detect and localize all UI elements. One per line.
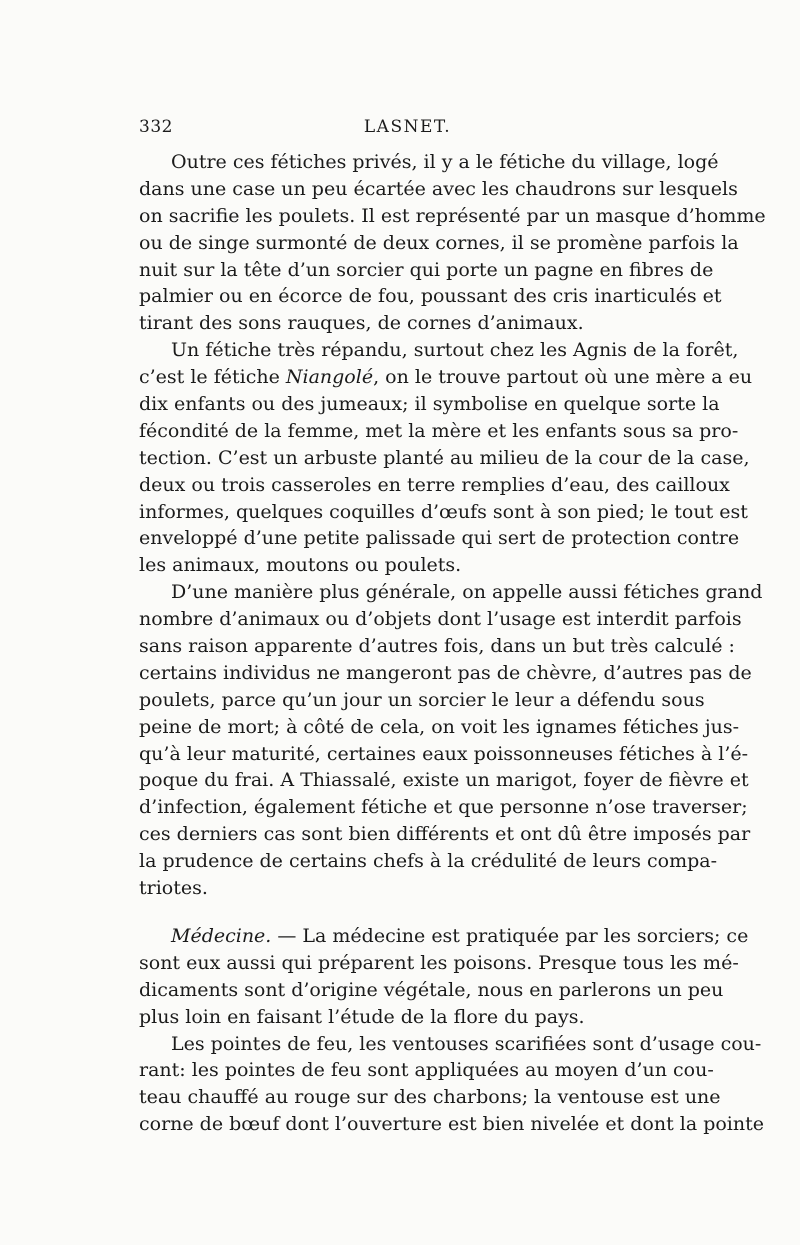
text-line: teau chauffé au rouge sur des charbons; la ventouse est une bbox=[139, 1086, 721, 1109]
text-line: on sacrifie les poulets. Il est représenté par un masque d’homme bbox=[139, 204, 766, 227]
text-line: nombre d’animaux ou d’objets dont l’usage est interdit parfois bbox=[139, 608, 742, 631]
text-line: Les pointes de feu, les ventouses scarifiées sont d’usage cou- bbox=[171, 1032, 762, 1055]
text-line: ou de singe surmonté de deux cornes, il se promène parfois la bbox=[139, 231, 739, 254]
text-line: ces derniers cas sont bien différents et ont dû être imposés par bbox=[139, 823, 751, 846]
text-line: Un fétiche très répandu, surtout chez les Agnis de la forêt, bbox=[171, 339, 739, 362]
paragraph-fetiche-village bbox=[139, 149, 766, 337]
text-line: poque du frai. A Thiassalé, existe un marigot, foyer de fièvre et bbox=[139, 769, 749, 792]
page-header bbox=[139, 117, 676, 141]
running-head: LASNET. bbox=[363, 117, 452, 137]
text-line-medecine bbox=[139, 923, 749, 950]
paragraph-pointes-de-feu bbox=[139, 1031, 764, 1139]
text-line: qu’à leur maturité, certaines eaux poissonneuses fétiches à l’é- bbox=[139, 742, 749, 765]
text-fragment: — La médecine est pratiquée par les sorciers; ce bbox=[271, 924, 749, 947]
text-line: peine de mort; à côté de cela, on voit les ignames fétiches jus- bbox=[139, 715, 740, 738]
text-line: D’une manière plus générale, on appelle aussi fétiches grand bbox=[171, 581, 763, 604]
text-fragment: , on le trouve partout où une mère a eu bbox=[373, 366, 753, 389]
text-line: corne de bœuf dont l’ouverture est bien nivelée et dont la pointe bbox=[139, 1113, 764, 1136]
paragraph-medecine bbox=[139, 923, 749, 1031]
page-number: 332 bbox=[139, 117, 173, 137]
section-gap bbox=[139, 902, 676, 923]
italic-term-niangole: Niangolé bbox=[285, 366, 374, 389]
text-fragment: c’est le fétiche bbox=[139, 366, 286, 389]
text-line: la prudence de certains chefs à la crédulité de leurs compa- bbox=[139, 850, 718, 873]
text-line: rant: les pointes de feu sont appliquées au moyen d’un cou- bbox=[139, 1059, 714, 1082]
text-line: Outre ces fétiches privés, il y a le fétiche du village, logé bbox=[171, 151, 719, 173]
text-line: enveloppé d’une petite palissade qui sert de protection contre bbox=[139, 527, 740, 550]
text-line: poulets, parce qu’un jour un sorcier le leur a défendu sous bbox=[139, 688, 705, 711]
text-line: dicaments sont d’origine végétale, nous en parlerons un peu bbox=[139, 978, 724, 1001]
text-line: d’infection, également fétiche et que personne n’ose traverser; bbox=[139, 796, 748, 819]
text-line: sont eux aussi qui préparent les poisons. Presque tous les mé- bbox=[139, 951, 739, 974]
text-line-niangole bbox=[139, 364, 753, 391]
text-line: triotes. bbox=[139, 877, 208, 900]
text-line: nuit sur la tête d’un sorcier qui porte un pagne en fibres de bbox=[139, 258, 714, 281]
page-body bbox=[139, 149, 766, 1138]
text-line: tection. C’est un arbuste planté au milieu de la cour de la case, bbox=[139, 446, 750, 469]
paragraph-fetiches-animaux bbox=[139, 579, 763, 902]
paragraph-fetiche-niangole bbox=[139, 337, 753, 579]
text-line: certains individus ne mangeront pas de chèvre, d’autres pas de bbox=[139, 661, 752, 684]
text-line: deux ou trois casseroles en terre remplies d’eau, des cailloux bbox=[139, 473, 730, 496]
text-line: plus loin en faisant l’étude de la flore du pays. bbox=[139, 1005, 585, 1028]
text-line: tirant des sons rauques, de cornes d’animaux. bbox=[139, 312, 584, 335]
text-line: sans raison apparente d’autres fois, dans un but très calculé : bbox=[139, 635, 735, 658]
text-line: informes, quelques coquilles d’œufs sont à son pied; le tout est bbox=[139, 500, 748, 523]
text-line: les animaux, moutons ou poulets. bbox=[139, 554, 462, 577]
text-line: palmier ou en écorce de fou, poussant des cris inarticulés et bbox=[139, 285, 722, 308]
text-line: fécondité de la femme, met la mère et les enfants sous sa pro- bbox=[139, 419, 739, 442]
section-heading-medecine: Médecine. bbox=[171, 924, 272, 947]
text-line: dix enfants ou des jumeaux; il symbolise en quelque sorte la bbox=[139, 393, 720, 416]
text-line: dans une case un peu écartée avec les chaudrons sur lesquels bbox=[139, 177, 738, 200]
